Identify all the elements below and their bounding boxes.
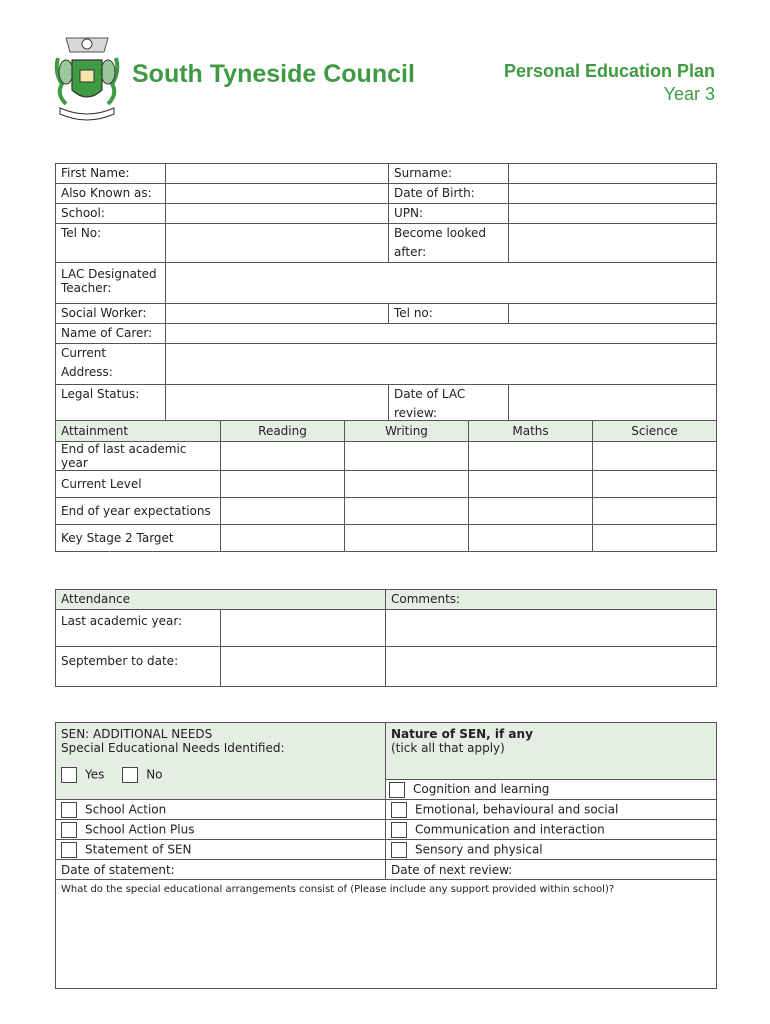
- science-cell[interactable]: [593, 498, 717, 525]
- lac-review-field[interactable]: [509, 385, 717, 424]
- table-row-label: End of year expectations: [56, 498, 221, 525]
- carer-field[interactable]: [166, 324, 717, 344]
- sensory-checkbox[interactable]: [391, 842, 407, 858]
- lac-teacher-field[interactable]: [166, 263, 717, 304]
- nature-header: [386, 723, 717, 800]
- nature-title: Nature of SEN, if any: [391, 727, 533, 741]
- science-cell[interactable]: [593, 442, 717, 471]
- sept-field[interactable]: [221, 647, 386, 687]
- surname-field[interactable]: [509, 164, 717, 184]
- school-action-plus-checkbox[interactable]: [61, 822, 77, 838]
- sept-comments[interactable]: [386, 647, 717, 687]
- carer-label: Name of Carer:: [56, 324, 166, 344]
- arrangements-field[interactable]: [56, 880, 717, 989]
- yes-no-group: [61, 767, 380, 783]
- sensory-label: Sensory and physical: [415, 842, 543, 856]
- option-cognition: [386, 779, 716, 799]
- last-year-label: Last academic year:: [56, 610, 221, 647]
- reading-cell[interactable]: [221, 471, 345, 498]
- writing-cell[interactable]: [345, 525, 469, 552]
- communication-label: Communication and interaction: [415, 822, 605, 836]
- last-year-comments[interactable]: [386, 610, 717, 647]
- statement-checkbox[interactable]: [61, 842, 77, 858]
- option-school-action-plus: [56, 820, 386, 840]
- emotional-label: Emotional, behavioural and social: [415, 802, 619, 816]
- surname-label: Surname:: [389, 164, 509, 184]
- school-label: School:: [56, 204, 166, 224]
- option-communication: [386, 820, 717, 840]
- dob-label: Date of Birth:: [389, 184, 509, 204]
- attainment-table: [55, 420, 717, 552]
- maths-cell[interactable]: [469, 498, 593, 525]
- social-worker-label: Social Worker:: [56, 304, 166, 324]
- sen-identified-label: Special Educational Needs Identified:: [61, 741, 285, 755]
- upn-label: UPN:: [389, 204, 509, 224]
- emotional-checkbox[interactable]: [391, 802, 407, 818]
- dob-field[interactable]: [509, 184, 717, 204]
- yes-checkbox[interactable]: [61, 767, 77, 783]
- science-cell[interactable]: [593, 525, 717, 552]
- address-field[interactable]: [166, 344, 717, 385]
- table-row-label: Key Stage 2 Target: [56, 525, 221, 552]
- date-next-review[interactable]: Date of next review:: [386, 860, 717, 880]
- option-statement: [56, 840, 386, 860]
- social-worker-field[interactable]: [166, 304, 389, 324]
- personal-details-table: [55, 163, 717, 424]
- last-year-field[interactable]: [221, 610, 386, 647]
- reading-header: Reading: [221, 421, 345, 442]
- looked-after-field[interactable]: [509, 224, 717, 263]
- sw-tel-field[interactable]: [509, 304, 717, 324]
- school-action-plus-label: School Action Plus: [85, 822, 195, 836]
- legal-status-label: Legal Status:: [56, 385, 166, 424]
- looked-after-label: Become looked after:: [389, 224, 509, 263]
- upn-field[interactable]: [509, 204, 717, 224]
- lac-review-label: Date of LAC review:: [389, 385, 509, 424]
- yes-label: Yes: [85, 767, 105, 782]
- no-label: No: [146, 767, 163, 782]
- attainment-header: Attainment: [56, 421, 221, 442]
- address-label: Current Address:: [56, 344, 166, 385]
- table-row-label: Current Level: [56, 471, 221, 498]
- council-name: South Tyneside Council: [132, 60, 415, 88]
- cognition-label: Cognition and learning: [413, 782, 550, 796]
- lac-teacher-label: LAC Designated Teacher:: [56, 263, 166, 304]
- sw-tel-label: Tel no:: [389, 304, 509, 324]
- communication-checkbox[interactable]: [391, 822, 407, 838]
- reading-cell[interactable]: [221, 525, 345, 552]
- aka-field[interactable]: [166, 184, 389, 204]
- plan-year: Year 3: [663, 84, 715, 104]
- attendance-header: Attendance: [56, 590, 386, 610]
- writing-cell[interactable]: [345, 471, 469, 498]
- writing-cell[interactable]: [345, 498, 469, 525]
- school-action-label: School Action: [85, 802, 167, 816]
- table-row-label: End of last academic year: [56, 442, 221, 471]
- sen-title: SEN: ADDITIONAL NEEDS: [61, 727, 213, 741]
- sen-header: [56, 723, 386, 800]
- date-of-statement[interactable]: Date of statement:: [56, 860, 386, 880]
- cognition-checkbox[interactable]: [389, 782, 405, 798]
- sen-table: [55, 722, 717, 989]
- nature-sub: (tick all that apply): [391, 741, 505, 755]
- comments-header: Comments:: [386, 590, 717, 610]
- plan-title: Personal Education Plan: [503, 61, 715, 81]
- science-header: Science: [593, 421, 717, 442]
- writing-header: Writing: [345, 421, 469, 442]
- council-crest-logo: [52, 32, 122, 124]
- aka-label: Also Known as:: [56, 184, 166, 204]
- maths-header: Maths: [469, 421, 593, 442]
- no-checkbox[interactable]: [122, 767, 138, 783]
- writing-cell[interactable]: [345, 442, 469, 471]
- school-field[interactable]: [166, 204, 389, 224]
- science-cell[interactable]: [593, 471, 717, 498]
- option-school-action: [56, 800, 386, 820]
- option-sensory: [386, 840, 717, 860]
- first-name-label: First Name:: [56, 164, 166, 184]
- maths-cell[interactable]: [469, 525, 593, 552]
- school-action-checkbox[interactable]: [61, 802, 77, 818]
- arrangements-question: What do the special educational arrangements consist of (Please include any support provided within school)?: [61, 884, 615, 895]
- reading-cell[interactable]: [221, 498, 345, 525]
- statement-label: Statement of SEN: [85, 842, 192, 856]
- reading-cell[interactable]: [221, 442, 345, 471]
- maths-cell[interactable]: [469, 442, 593, 471]
- sept-label: September to date:: [56, 647, 221, 687]
- first-name-field[interactable]: [166, 164, 389, 184]
- maths-cell[interactable]: [469, 471, 593, 498]
- tel-field[interactable]: [166, 224, 389, 263]
- option-emotional: [386, 800, 717, 820]
- tel-label: Tel No:: [56, 224, 166, 263]
- attendance-table: [55, 589, 717, 687]
- legal-status-field[interactable]: [166, 385, 389, 424]
